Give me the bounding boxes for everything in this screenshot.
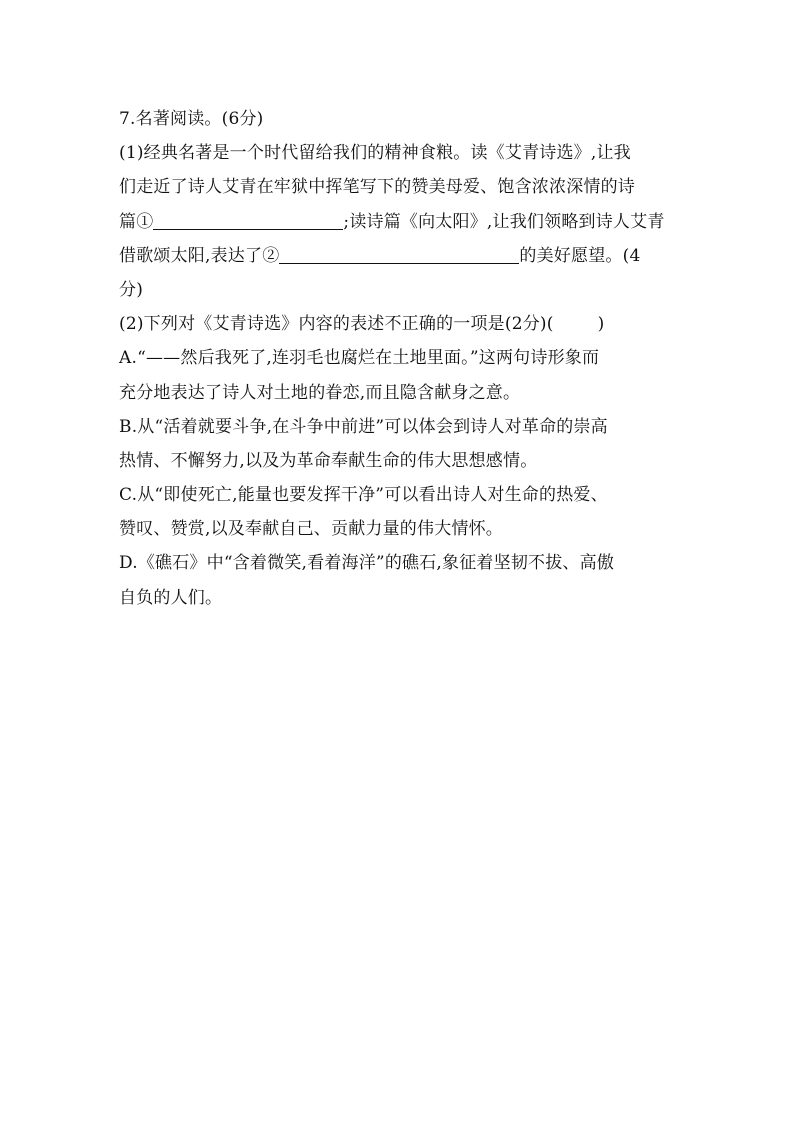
option-d-line-2: 自负的人们。 [119,587,223,608]
answer-blank-1[interactable] [153,212,343,230]
part2-stem-close: ) [597,314,605,335]
part1-line-3-start: 篇① [119,211,154,232]
part2-stem [119,307,679,341]
part1-line-4-start: 借歌颂太阳,表达了② [119,245,280,266]
question-title: 7.名著阅读。(6分) [119,109,264,129]
option-d-line-1: D.《礁石》中“含着微笑,看着海洋”的礁石,象征着坚韧不拔、高傲 [119,553,615,574]
part2-stem-text: (2)下列对《艾青诗选》内容的表述不正确的一项是(2分)( [119,314,554,335]
part1-line-3 [119,205,679,239]
part1-line-3-end: ;读诗篇《向太阳》,让我们领略到诗人艾青 [343,211,665,232]
option-c-line-2: 赞叹、赞赏,以及奉献自己、贡献力量的伟大情怀。 [119,519,504,540]
option-b-line-2: 热情、不懈努力,以及为革命奉献生命的伟大思想感情。 [119,450,538,471]
part1-line-5: 分) [119,279,144,300]
question-block [119,102,679,615]
option-a-line-1: A.“——然后我死了,连羽毛也腐烂在土地里面。”这两句诗形象而 [119,348,600,369]
part1-line-2: 们走近了诗人艾青在牢狱中挥笔写下的赞美母爱、饱含浓浓深情的诗 [119,177,635,198]
answer-blank-2[interactable] [279,246,519,264]
part1-line-4 [119,239,679,273]
part1-line-1: (1)经典名著是一个时代留给我们的精神食粮。读《艾青诗选》,让我 [119,143,631,164]
option-c-line-1: C.从“即使死亡,能量也要发挥干净”可以看出诗人对生命的热爱、 [119,485,608,506]
option-a-line-2: 充分地表达了诗人对土地的眷恋,而且隐含献身之意。 [119,382,521,403]
option-b-line-1: B.从“活着就要斗争,在斗争中前进”可以体会到诗人对革命的崇高 [119,416,608,437]
part1-line-4-end: 的美好愿望。(4 [519,245,641,266]
